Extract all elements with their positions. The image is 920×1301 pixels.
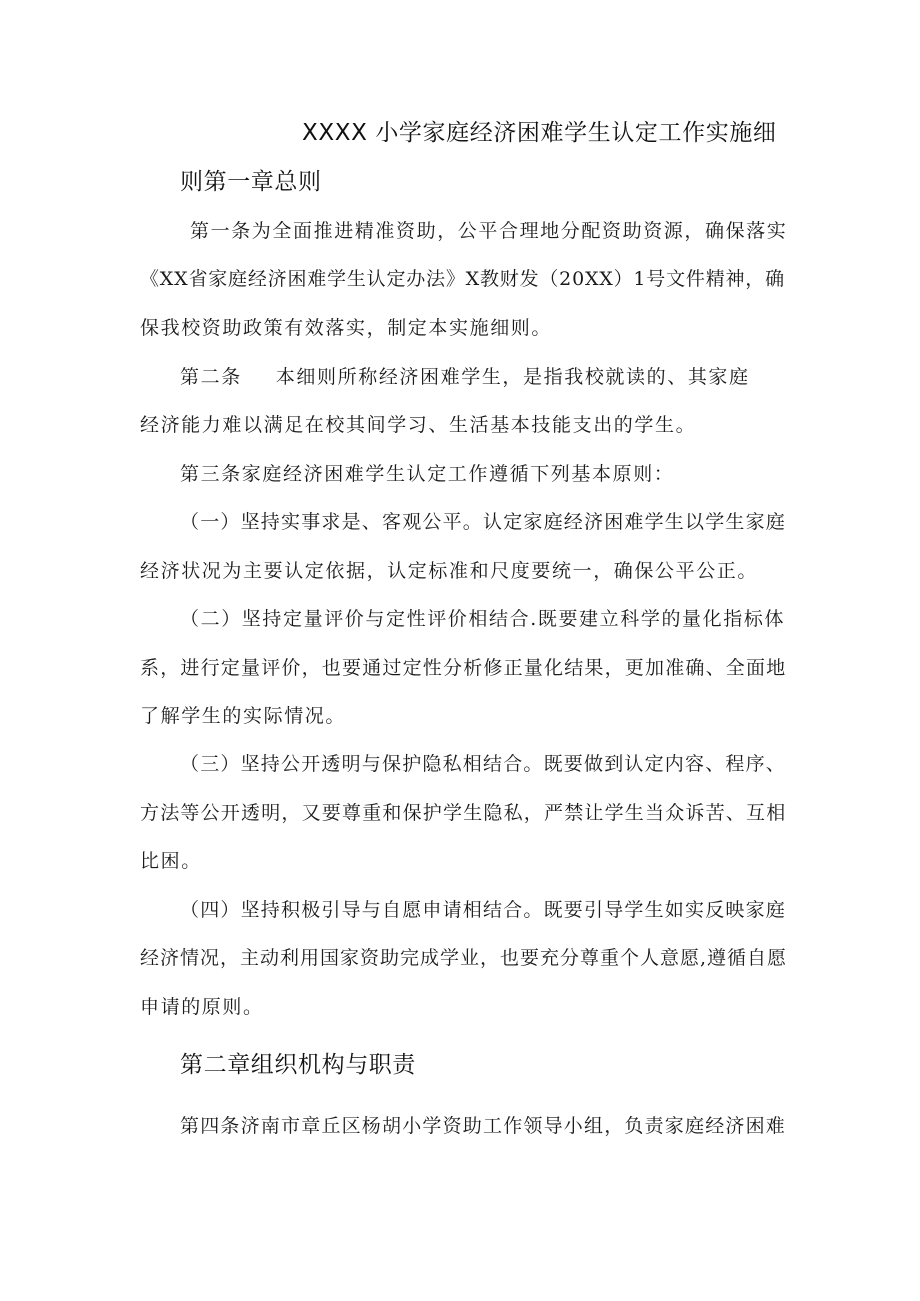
principle3-line1: （三）坚持公开透明与保护隐私相结合。既要做到认定内容、程序、	[180, 753, 787, 775]
principle1-line2: 经济状况为主要认定依据，认定标准和尺度要统一，确保公平公正。	[140, 560, 759, 582]
article2-line2: 经济能力难以满足在校其间学习、生活基本技能支出的学生。	[140, 414, 697, 436]
article1-line3: 保我校资助政策有效落实，制定本实施细则。	[140, 317, 553, 339]
article3-line1: 第三条家庭经济困难学生认定工作遵循下列基本原则：	[180, 463, 675, 485]
principle3-line2: 方法等公开透明，又要尊重和保护学生隐私，严禁让学生当众诉苦、互相	[140, 802, 787, 824]
principle4-line1: （四）坚持积极引导与自愿申请相结合。既要引导学生如实反映家庭	[180, 899, 787, 921]
article2-label: 第二条	[180, 366, 242, 388]
principle2-line3: 了解学生的实际情况。	[140, 705, 347, 727]
principle1-line1: （一）坚持实事求是、客观公平。认定家庭经济困难学生以学生家庭	[180, 511, 787, 533]
article2-text: 本细则所称经济困难学生，是指我校就读的、其家庭	[275, 366, 750, 388]
document-title-line1: XXXX 小学家庭经济困难学生认定工作实施细	[302, 120, 777, 146]
article2-line1	[180, 364, 750, 390]
principle4-line2: 经济情况，主动利用国家资助完成学业，也要充分尊重个人意愿,遵循自愿	[140, 947, 788, 969]
principle4-line3: 申请的原则。	[140, 996, 264, 1018]
article4-line1: 第四条济南市章丘区杨胡小学资助工作领导小组，负责家庭经济困难	[180, 1115, 787, 1137]
principle2-line2: 系，进行定量评价，也要通过定性分析修正量化结果，更加准确、全面地	[140, 657, 787, 679]
principle2-line1: （二）坚持定量评价与定性评价相结合.既要建立科学的量化指标体	[180, 608, 786, 630]
chapter1-heading: 则第一章总则	[180, 169, 322, 195]
chapter2-heading: 第二章组织机构与职责	[180, 1052, 416, 1078]
article1-line2: 《XX省家庭经济困难学生认定办法》X教财发（20XX）1号文件精神，确	[140, 268, 785, 290]
principle3-line3: 比困。	[140, 850, 202, 872]
article1-line1: 第一条为全面推进精准资助，公平合理地分配资助资源，确保落实	[190, 220, 788, 242]
